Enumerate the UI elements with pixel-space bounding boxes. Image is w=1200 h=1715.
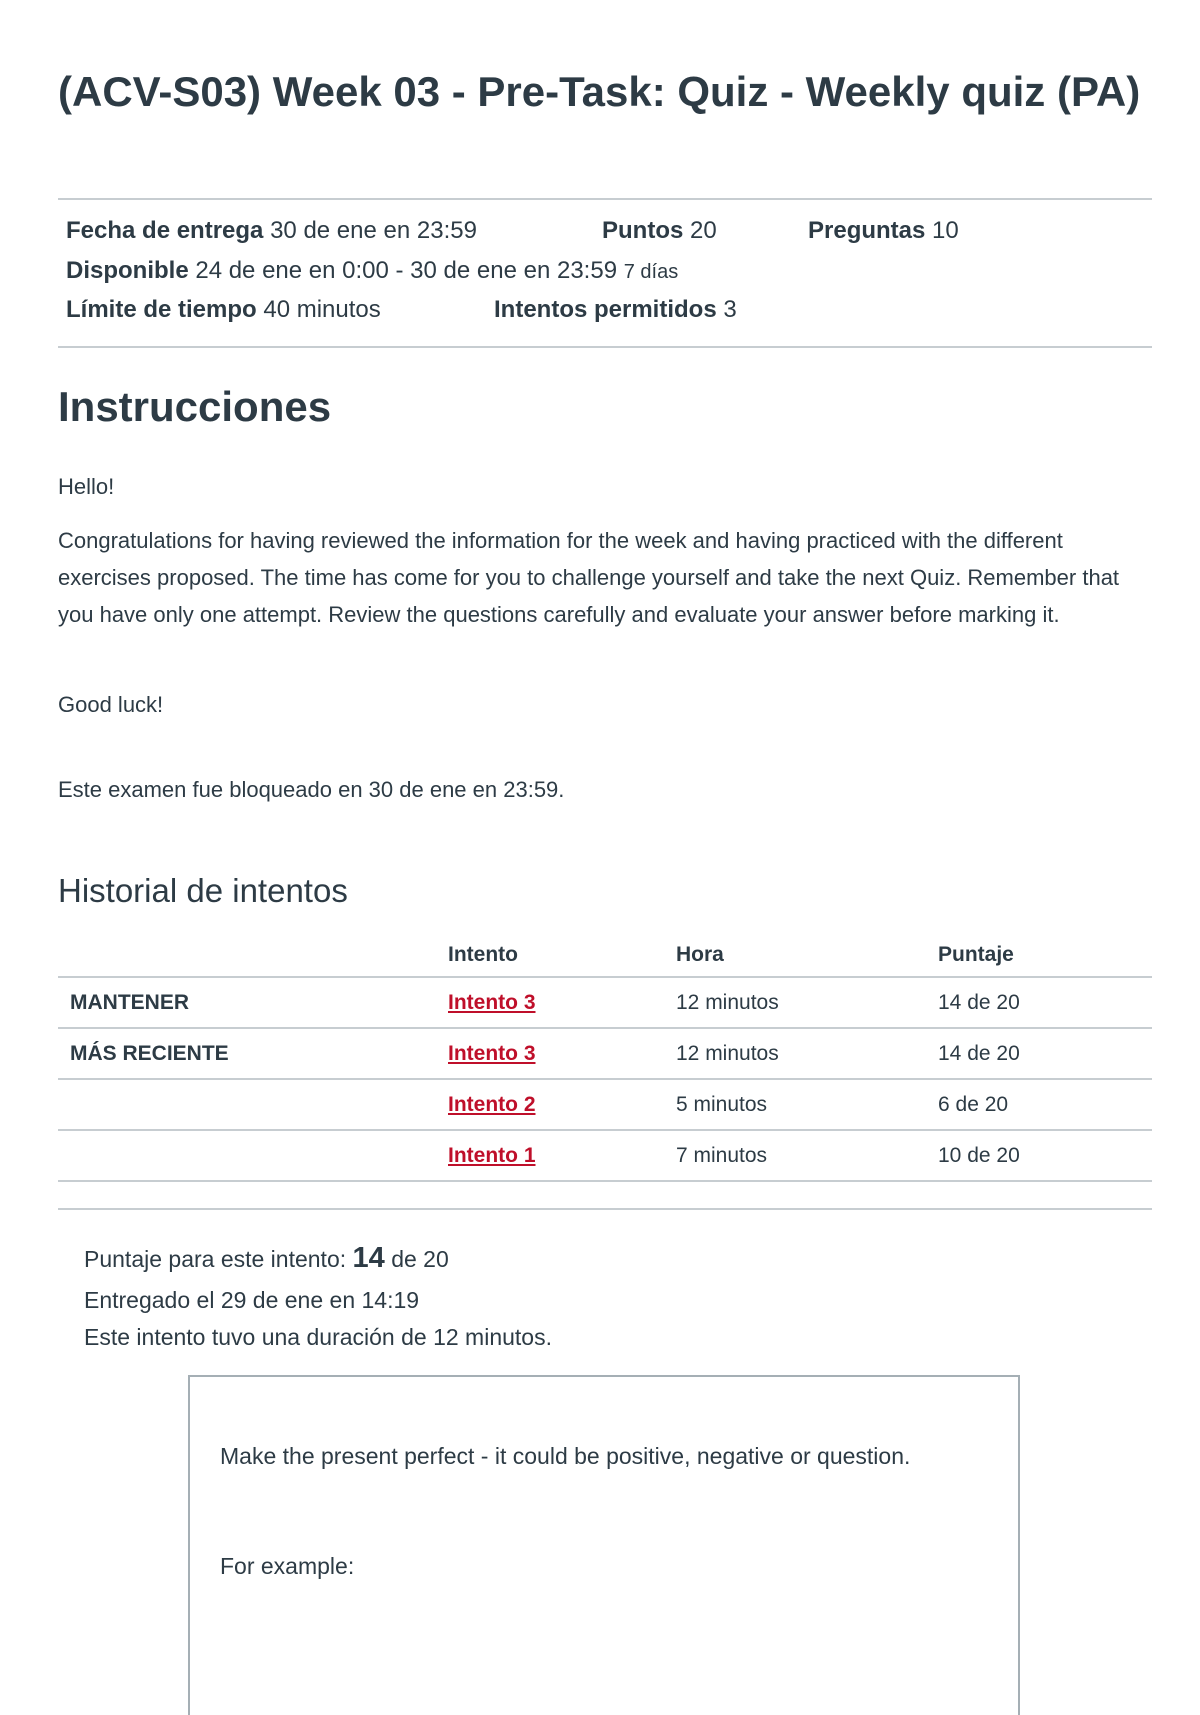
attempt-history-table [58, 934, 1152, 1182]
row-time: 12 minutos [676, 1028, 938, 1079]
instructions-body: Congratulations for having reviewed the information for the week and having practiced with the different exercises proposed. The time has come for you to challenge yourself and take the next Quiz. Remember that you have only one attempt. Review the questions carefully and evaluate your answer before marking it. [58, 528, 1120, 627]
available-field [66, 254, 678, 289]
time-limit-label: Límite de tiempo [66, 296, 257, 323]
score-suffix: de 20 [391, 1246, 449, 1272]
row-score: 10 de 20 [938, 1130, 1152, 1181]
available-days: 7 días [623, 261, 679, 283]
instructions-closing: Good luck! [58, 692, 164, 717]
instructions-heading: Instrucciones [58, 383, 332, 430]
column-header-score: Puntaje [938, 934, 1152, 977]
table-header-row [58, 934, 1152, 977]
row-label: MÁS RECIENTE [58, 1028, 448, 1079]
row-score: 14 de 20 [938, 1028, 1152, 1079]
table-row [58, 1130, 1152, 1181]
questions-value: 10 [932, 217, 959, 244]
attempt-link[interactable]: Intento 2 [448, 1092, 536, 1116]
due-date-field [66, 214, 477, 248]
attempt-link[interactable]: Intento 3 [448, 990, 536, 1014]
time-limit-field [66, 293, 381, 327]
points-label: Puntos [602, 217, 684, 244]
column-header-attempt: Intento [448, 934, 676, 977]
history-heading: Historial de intentos [58, 872, 348, 909]
points-value: 20 [690, 217, 717, 244]
attempt-link[interactable]: Intento 3 [448, 1041, 536, 1065]
time-limit-value: 40 minutos [263, 296, 381, 323]
attempts-allowed-field [494, 293, 737, 327]
submitted-date: Entregado el 29 de ene en 14:19 [84, 1287, 420, 1313]
attempt-score [84, 1240, 449, 1277]
instructions-greeting: Hello! [58, 474, 115, 499]
divider-details [58, 346, 1152, 348]
row-time: 7 minutos [676, 1130, 938, 1181]
score-prefix: Puntaje para este intento: [84, 1246, 347, 1272]
attempt-cell [448, 1028, 676, 1079]
score-value: 14 [352, 1242, 385, 1274]
due-date-label: Fecha de entrega [66, 217, 264, 244]
divider-attempt [58, 1208, 1152, 1210]
questions-label: Preguntas [808, 217, 926, 244]
quiz-title: (ACV-S03) Week 03 - Pre-Task: Quiz - Weekly quiz (PA) [58, 68, 1141, 115]
question-prompt: Make the present perfect - it could be positive, negative or question. [220, 1443, 911, 1469]
table-row [58, 1079, 1152, 1130]
attempts-allowed-value: 3 [723, 296, 737, 323]
attempt-cell [448, 1079, 676, 1130]
questions-field [808, 214, 959, 248]
attempt-link[interactable]: Intento 1 [448, 1143, 536, 1167]
available-value: 24 de ene en 0:00 - 30 de ene en 23:59 [195, 257, 618, 284]
attempt-cell [448, 1130, 676, 1181]
row-time: 5 minutos [676, 1079, 938, 1130]
column-header-label [58, 934, 448, 977]
attempt-cell [448, 977, 676, 1028]
row-score: 6 de 20 [938, 1079, 1152, 1130]
row-label: MANTENER [58, 977, 448, 1028]
attempts-allowed-label: Intentos permitidos [494, 296, 717, 323]
row-label [58, 1130, 448, 1181]
attempt-duration: Este intento tuvo una duración de 12 minutos. [84, 1324, 552, 1350]
column-header-time: Hora [676, 934, 938, 977]
row-score: 14 de 20 [938, 977, 1152, 1028]
question-example-label: For example: [220, 1553, 355, 1579]
row-time: 12 minutos [676, 977, 938, 1028]
due-date-value: 30 de ene en 23:59 [270, 217, 477, 244]
lock-notice: Este examen fue bloqueado en 30 de ene en 23:59. [58, 777, 565, 802]
divider-top [58, 198, 1152, 200]
points-field [602, 214, 717, 248]
row-label [58, 1079, 448, 1130]
available-label: Disponible [66, 257, 189, 284]
table-row [58, 977, 1152, 1028]
question-box [188, 1375, 1020, 1715]
table-row [58, 1028, 1152, 1079]
